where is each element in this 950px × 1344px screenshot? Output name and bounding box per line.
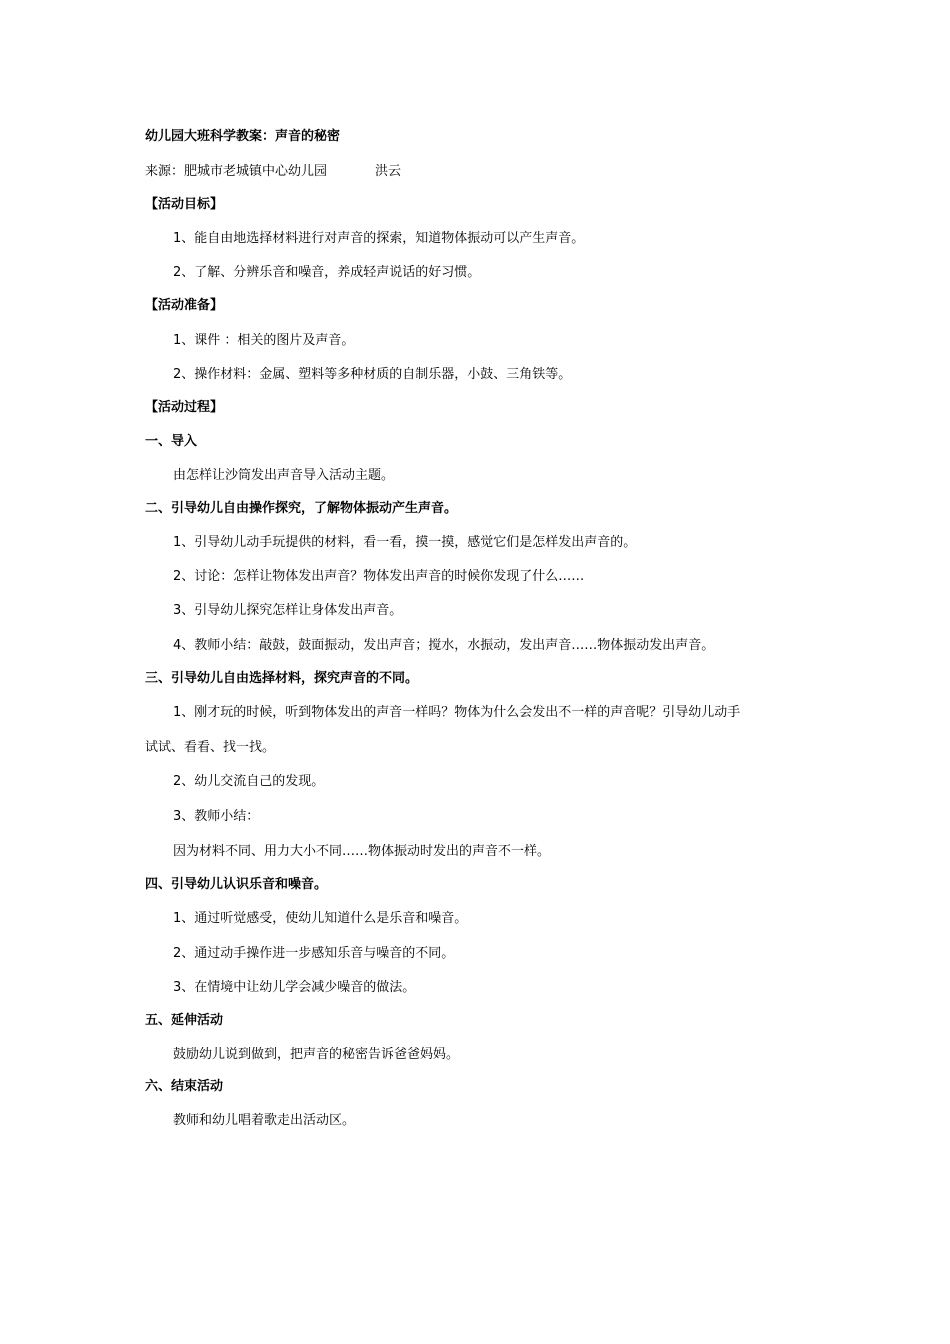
section-line: 由怎样让沙筒发出声音导入活动主题。 <box>173 468 395 483</box>
section-line: 3、教师小结： <box>173 809 260 824</box>
process-heading: 【活动过程】 <box>145 400 224 415</box>
source-author: 洪云 <box>375 164 402 179</box>
section-line: 4、教师小结：敲鼓，鼓面振动，发出声音；搅水，水振动，发出声音……物体振动发出声音。 <box>173 638 715 653</box>
goal-item: 1、能自由地选择材料进行对声音的探索，知道物体振动可以产生声音。 <box>173 231 585 246</box>
section-line: 教师和幼儿唱着歌走出活动区。 <box>173 1113 356 1128</box>
document-title: 幼儿园大班科学教案：声音的秘密 <box>145 129 341 144</box>
section-line: 1、引导幼儿动手玩提供的材料，看一看，摸一摸，感觉它们是怎样发出声音的。 <box>173 535 637 550</box>
section-line: 1、刚才玩的时候，听到物体发出的声音一样吗？物体为什么会发出不一样的声音呢？引导幼儿动手 <box>173 705 741 720</box>
section-line: 3、引导幼儿探究怎样让身体发出声音。 <box>173 603 403 618</box>
prep-item: 1、课件 ：相关的图片及声音。 <box>173 333 355 348</box>
section-heading: 五、延伸活动 <box>145 1013 224 1028</box>
section-line: 1、通过听觉感受，使幼儿知道什么是乐音和噪音。 <box>173 911 468 926</box>
goals-heading: 【活动目标】 <box>145 197 224 212</box>
goal-item: 2、了解、分辨乐音和噪音，养成轻声说话的好习惯。 <box>173 265 481 280</box>
prep-heading: 【活动准备】 <box>145 298 224 313</box>
section-line: 3、在情境中让幼儿学会减少噪音的做法。 <box>173 980 416 995</box>
prep-item: 2、操作材料：金属、塑料等多种材质的自制乐器，小鼓、三角铁等。 <box>173 367 572 382</box>
section-line: 因为材料不同、用力大小不同……物体振动时发出的声音不一样。 <box>173 844 551 859</box>
section-line: 2、幼儿交流自己的发现。 <box>173 774 325 789</box>
section-heading: 一、导入 <box>145 434 198 449</box>
source-prefix: 来源：肥城市老城镇中心幼儿园 <box>145 164 328 179</box>
section-line-continuation: 试试、看看、找一找。 <box>145 740 276 755</box>
section-heading: 六、结束活动 <box>145 1079 224 1094</box>
source-line <box>145 163 825 181</box>
section-heading: 二、引导幼儿自由操作探究，了解物体振动产生声音。 <box>145 501 458 516</box>
section-heading: 四、引导幼儿认识乐音和噪音。 <box>145 877 328 892</box>
section-line: 2、讨论：怎样让物体发出声音？物体发出声音的时候你发现了什么…… <box>173 569 585 584</box>
section-line: 鼓励幼儿说到做到，把声音的秘密告诉爸爸妈妈。 <box>173 1047 460 1062</box>
section-line: 2、通过动手操作进一步感知乐音与噪音的不同。 <box>173 946 455 961</box>
section-heading: 三、引导幼儿自由选择材料，探究声音的不同。 <box>145 671 419 686</box>
